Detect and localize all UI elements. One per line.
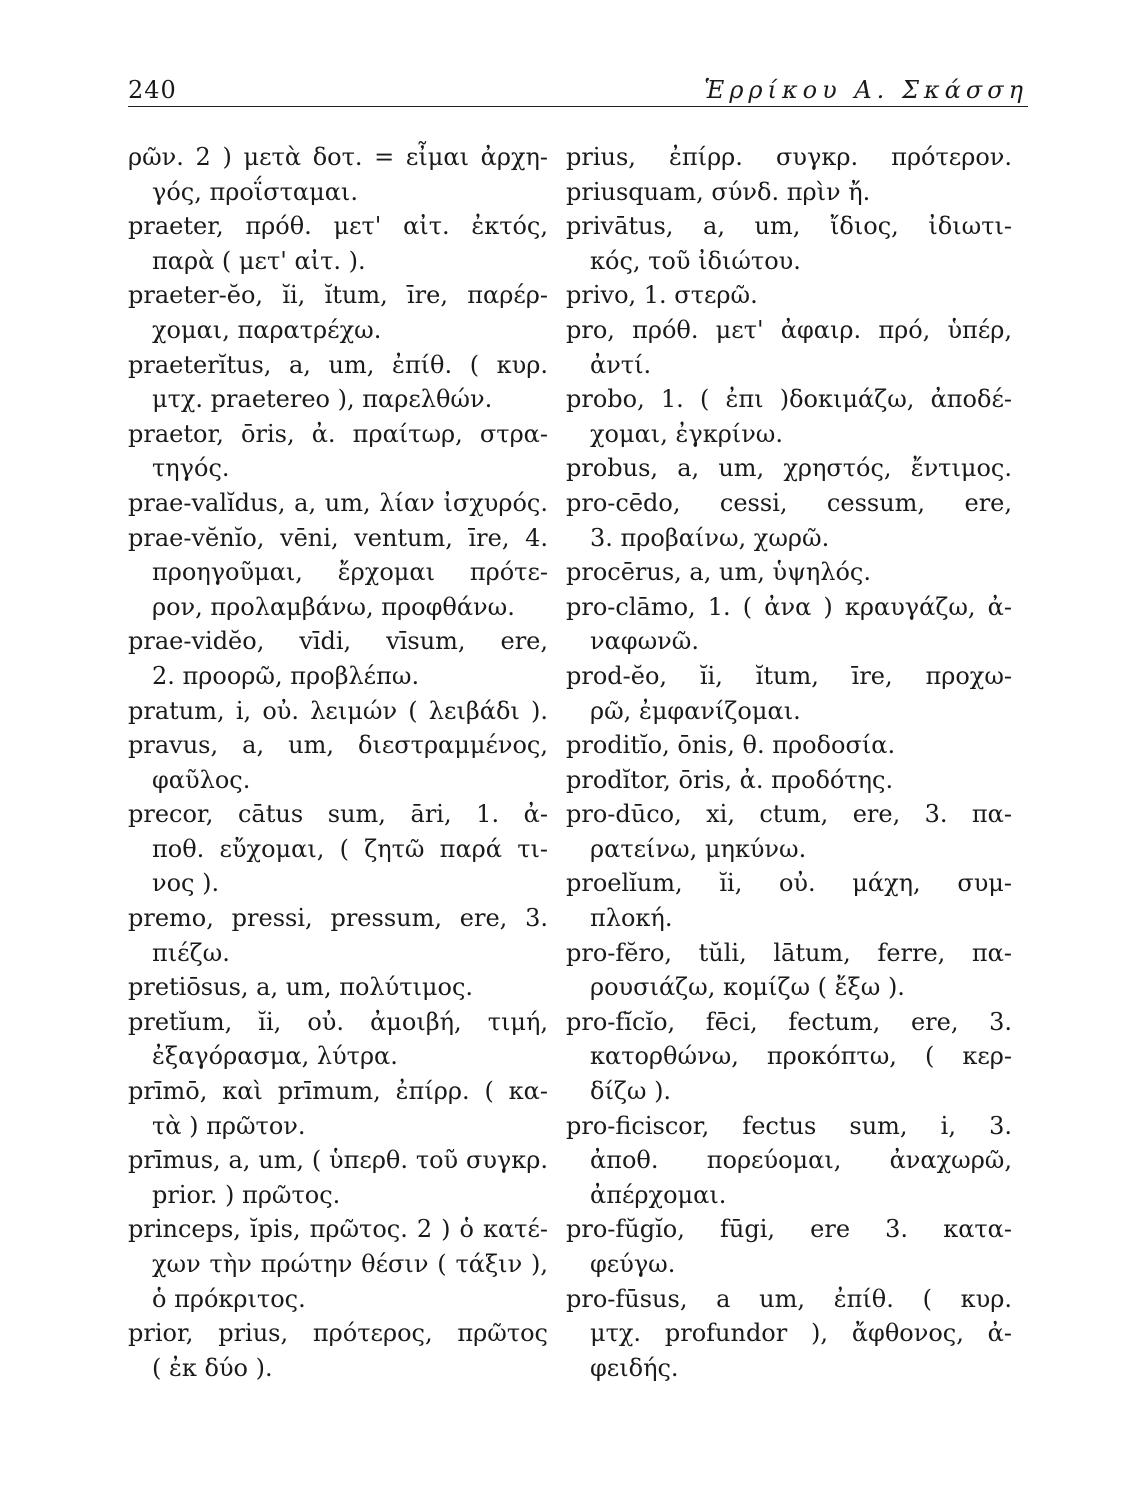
dictionary-line: pro, πρόθ. μετ' ἀφαιρ. πρό, ὑπέρ, (566, 315, 1012, 344)
dictionary-line: δίζω ). (590, 1077, 672, 1106)
dictionary-line: μτχ. praetereo ), παρελθών. (152, 385, 493, 414)
dictionary-line: τὰ ) πρῶτον. (152, 1111, 306, 1140)
dictionary-line: ρουσιάζω, κομίζω ( ἔξω ). (590, 973, 905, 1002)
dictionary-line: μτχ. profundor ), ἄφθονος, ἀ- (590, 1319, 1012, 1348)
dictionary-line: prae-vĕnĭo, vēni, ventum, īre, 4. (128, 523, 548, 552)
dictionary-line: νος ). (152, 869, 220, 898)
dictionary-line: precor, cātus sum, āri, 1. ἀ- (128, 800, 548, 829)
dictionary-line: prior, prius, πρότερος, πρῶτος (128, 1319, 548, 1348)
dictionary-line: prae-vidĕo, vīdi, vīsum, ere, (128, 627, 548, 656)
dictionary-line: pretiōsus, a, um, πολύτιμος. (128, 973, 474, 1002)
dictionary-line: pro-fĕro, tŭli, lātum, ferre, πα- (566, 938, 1012, 967)
dictionary-line: ἀποθ. πορεύομαι, ἀναχωρῶ, (590, 1146, 1012, 1175)
dictionary-line: φεύγω. (590, 1250, 676, 1278)
dictionary-line: παρὰ ( μετ' αἰτ. ). (152, 246, 366, 275)
dictionary-line: procērus, a, um, ὑψηλός. (566, 558, 871, 587)
dictionary-line: pro-clāmo, 1. ( ἀνα ) κραυγάζω, ἀ- (566, 592, 1012, 621)
dictionary-line: 2. προορῶ, προβλέπω. (152, 661, 420, 690)
dictionary-line: κατορθώνω, προκόπτω, ( κερ- (590, 1042, 1012, 1071)
dictionary-line: pro-fĭcĭo, fēci, fectum, ere, 3. (566, 1007, 1012, 1036)
dictionary-line: ἐξαγόρασμα, λύτρα. (152, 1042, 398, 1071)
dictionary-line: premo, pressi, pressum, ere, 3. (128, 904, 548, 933)
dictionary-line: ἀπέρχομαι. (590, 1180, 727, 1209)
dictionary-line: χομαι, ἐγκρίνω. (590, 419, 783, 448)
dictionary-line: pro-cēdo, cessi, cessum, ere, (566, 488, 1012, 517)
dictionary-line: χομαι, παρατρέχω. (152, 315, 382, 344)
dictionary-line: pretĭum, ĭi, οὐ. ἀμοιβή, τιμή, (128, 1007, 548, 1036)
dictionary-line: praeter-ĕo, ĭi, ĭtum, īre, παρέρ- (128, 281, 548, 310)
running-head: Ἑρρίκου Α. Σκάσση (704, 76, 1028, 104)
dictionary-line: prīmō, καὶ prīmum, ἐπίρρ. ( κα- (128, 1077, 548, 1106)
dictionary-line: pro-fūsus, a um, ἐπίθ. ( κυρ. (566, 1284, 1012, 1313)
dictionary-line: ρῶν. 2 ) μετὰ δοτ. = εἶμαι ἀρχη- (128, 143, 548, 171)
left-column (128, 140, 548, 1385)
dictionary-line: pro-dūco, xi, ctum, ere, 3. πα- (566, 800, 1012, 829)
dictionary-line: proelĭum, ĭi, οὐ. μάχη, συμ- (566, 869, 1012, 898)
dictionary-line: princeps, ĭpis, πρῶτος. 2 ) ὁ κατέ- (128, 1215, 548, 1244)
dictionary-line: πιέζω. (152, 938, 230, 967)
dictionary-line: privātus, a, um, ἴδιος, ἰδιωτι- (566, 212, 1012, 241)
dictionary-line: prior. ) πρῶτος. (152, 1180, 341, 1209)
dictionary-line: pro-ficiscor, fectus sum, i, 3. (566, 1111, 1012, 1140)
dictionary-line: privo, 1. στερῶ. (566, 281, 758, 310)
dictionary-line: pro-fŭgĭo, fūgi, ere 3. κατα- (566, 1215, 1012, 1244)
dictionary-line: ἀντί. (590, 350, 652, 379)
dictionary-line: τηγός. (152, 454, 230, 483)
dictionary-line: πλοκή. (590, 904, 673, 933)
dictionary-line: prīmus, a, um, ( ὑπερθ. τοῦ συγκρ. (128, 1146, 548, 1175)
dictionary-line: φαῦλος. (152, 765, 251, 794)
dictionary-line: ρον, προλαμβάνω, προφθάνω. (152, 592, 515, 621)
dictionary-line: γός, προΐσταμαι. (152, 177, 358, 206)
dictionary-line: prodĭtor, ōris, ἀ. προδότης. (566, 765, 894, 794)
dictionary-line: praeterĭtus, a, um, ἐπίθ. ( κυρ. (128, 350, 548, 379)
dictionary-line: probus, a, um, χρηστός, ἔντιμος. (566, 454, 1012, 483)
right-column (566, 140, 1012, 1385)
dictionary-line: priusquam, σύνδ. πρὶν ἤ. (566, 177, 871, 206)
dictionary-line: ὁ πρόκριτος. (152, 1284, 306, 1313)
dictionary-line: prod-ĕo, ĭi, ĭtum, īre, προχω- (566, 661, 1012, 690)
dictionary-line: χων τὴν πρώτην θέσιν ( τάξιν ), (152, 1250, 548, 1278)
dictionary-line: prae-valĭdus, a, um, λίαν ἰσχυρός. (128, 488, 548, 517)
dictionary-line: pratum, i, οὐ. λειμών ( λειβάδι ). (128, 696, 548, 725)
dictionary-line: proditĭo, ōnis, θ. προδοσία. (566, 731, 896, 760)
dictionary-line: prius, ἐπίρρ. συγκρ. πρότερον. (566, 143, 1012, 171)
page-number: 240 (128, 76, 177, 104)
dictionary-line: ρατείνω, μηκύνω. (590, 834, 807, 863)
dictionary-line: προηγοῦμαι, ἔρχομαι πρότε- (152, 558, 548, 587)
dictionary-line: κός, τοῦ ἰδιώτου. (590, 246, 801, 275)
page-header (128, 72, 1028, 107)
dictionary-line: praeter, πρόθ. μετ' αἰτ. ἐκτός, (128, 212, 548, 241)
dictionary-line: pravus, a, um, διεστραμμένος, (128, 731, 548, 760)
dictionary-line: φειδής. (590, 1353, 679, 1382)
dictionary-line: ποθ. εὔχομαι, ( ζητῶ παρά τι- (152, 834, 548, 863)
dictionary-line: ναφωνῶ. (590, 627, 699, 656)
dictionary-line: 3. προβαίνω, χωρῶ. (590, 523, 830, 552)
dictionary-line: ρῶ, ἐμφανίζομαι. (590, 696, 801, 725)
dictionary-line: praetor, ōris, ἀ. πραίτωρ, στρα- (128, 419, 548, 448)
dictionary-line: ( ἐκ δύο ). (152, 1353, 273, 1382)
dictionary-line: probo, 1. ( ἐπι )δοκιμάζω, ἀποδέ- (566, 385, 1012, 414)
